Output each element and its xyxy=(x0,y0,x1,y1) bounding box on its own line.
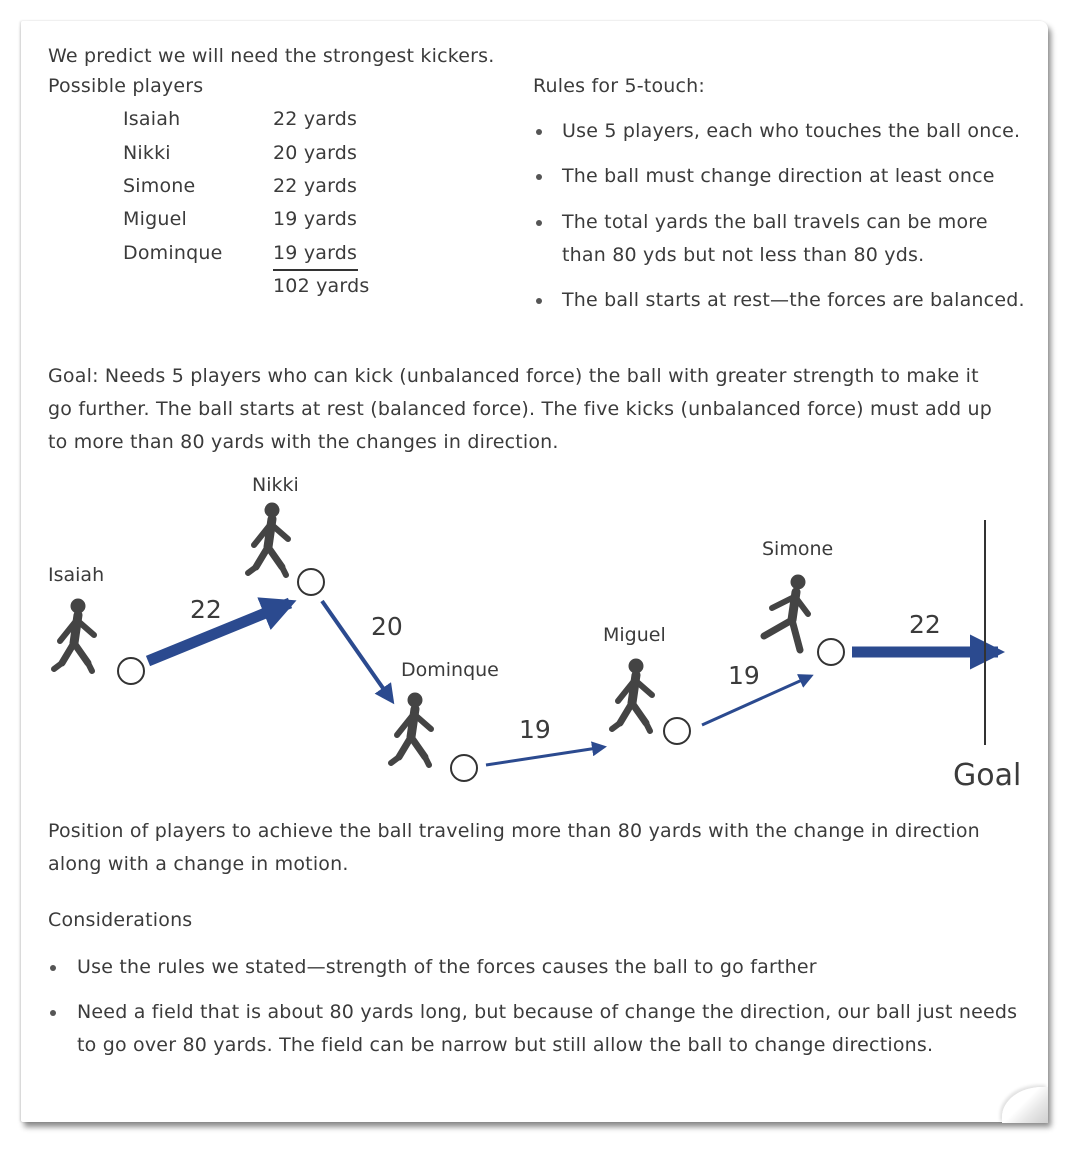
diagram-label-nikki: Nikki xyxy=(252,474,299,496)
diagram-label-isaiah: Isaiah xyxy=(48,564,105,586)
prediction-text: We predict we will need the strongest kickers. xyxy=(48,45,495,67)
considerations-heading: Considerations xyxy=(48,909,193,931)
player-figure-simone xyxy=(764,575,808,650)
player-name: Simone xyxy=(123,175,196,197)
rule-item: The ball starts at rest—the forces are balanced. xyxy=(562,289,1025,311)
ball-icon xyxy=(451,755,477,781)
player-name: Isaiah xyxy=(123,108,181,130)
bullet xyxy=(50,965,56,971)
ball-icon xyxy=(818,639,844,665)
diagram-label-simone: Simone xyxy=(762,538,834,560)
player-name: Dominque xyxy=(123,242,223,264)
goal-label: Goal xyxy=(953,758,1022,793)
consideration-item: Need a field that is about 80 yards long, but because of change the direction, our ball just needs to go over 80 yards. The field can be narrow but still allow the ball to change directions. xyxy=(77,1001,1018,1056)
player-distance: 19 yards xyxy=(273,208,358,230)
player-distance: 19 yards xyxy=(273,242,358,264)
player-figure-miguel xyxy=(612,659,652,731)
player-distance: 20 yards xyxy=(273,142,358,164)
position-paragraph: Position of players to achieve the ball traveling more than 80 yards with the change in direction along with a change in motion. xyxy=(48,820,980,875)
kick-value-1: 22 xyxy=(190,595,222,624)
diagram-label-dominque: Dominque xyxy=(401,659,499,681)
player-figure-isaiah xyxy=(54,599,94,671)
players-heading: Possible players xyxy=(48,75,204,97)
diagram-label-miguel: Miguel xyxy=(603,624,666,646)
rule-item: The ball must change direction at least once xyxy=(562,165,995,187)
bullet xyxy=(50,1010,56,1016)
kick-arrow-3 xyxy=(486,747,604,765)
ball-icon xyxy=(118,658,144,684)
player-distance: 22 yards xyxy=(273,175,358,197)
kick-value-3: 19 xyxy=(519,715,551,744)
player-name: Nikki xyxy=(123,142,171,164)
kick-value-5: 22 xyxy=(909,610,941,639)
rules-heading: Rules for 5-touch: xyxy=(533,75,706,97)
kick-value-4: 19 xyxy=(728,661,760,690)
total-distance: 102 yards xyxy=(273,275,370,297)
rule-item: Use 5 players, each who touches the ball once. xyxy=(562,120,1021,142)
goal-paragraph: Goal: Needs 5 players who can kick (unbalanced force) the ball with greater strength to make it go further. The ball starts at rest (balanced force). The five kicks (unbalanced force) must add up to more than 80 yards with the changes in direction. xyxy=(48,365,993,453)
player-figure-nikki xyxy=(248,503,288,575)
player-figure-dominque xyxy=(391,693,431,765)
player-distance: 22 yards xyxy=(273,108,358,130)
ball-icon xyxy=(298,569,324,595)
rule-item: The total yards the ball travels can be more than 80 yds but not less than 80 yds. xyxy=(562,211,988,266)
ball-icon xyxy=(664,718,690,744)
kick-value-2: 20 xyxy=(371,612,403,641)
consideration-item: Use the rules we stated—strength of the forces causes the ball to go farther xyxy=(77,956,817,978)
player-name: Miguel xyxy=(123,208,187,230)
